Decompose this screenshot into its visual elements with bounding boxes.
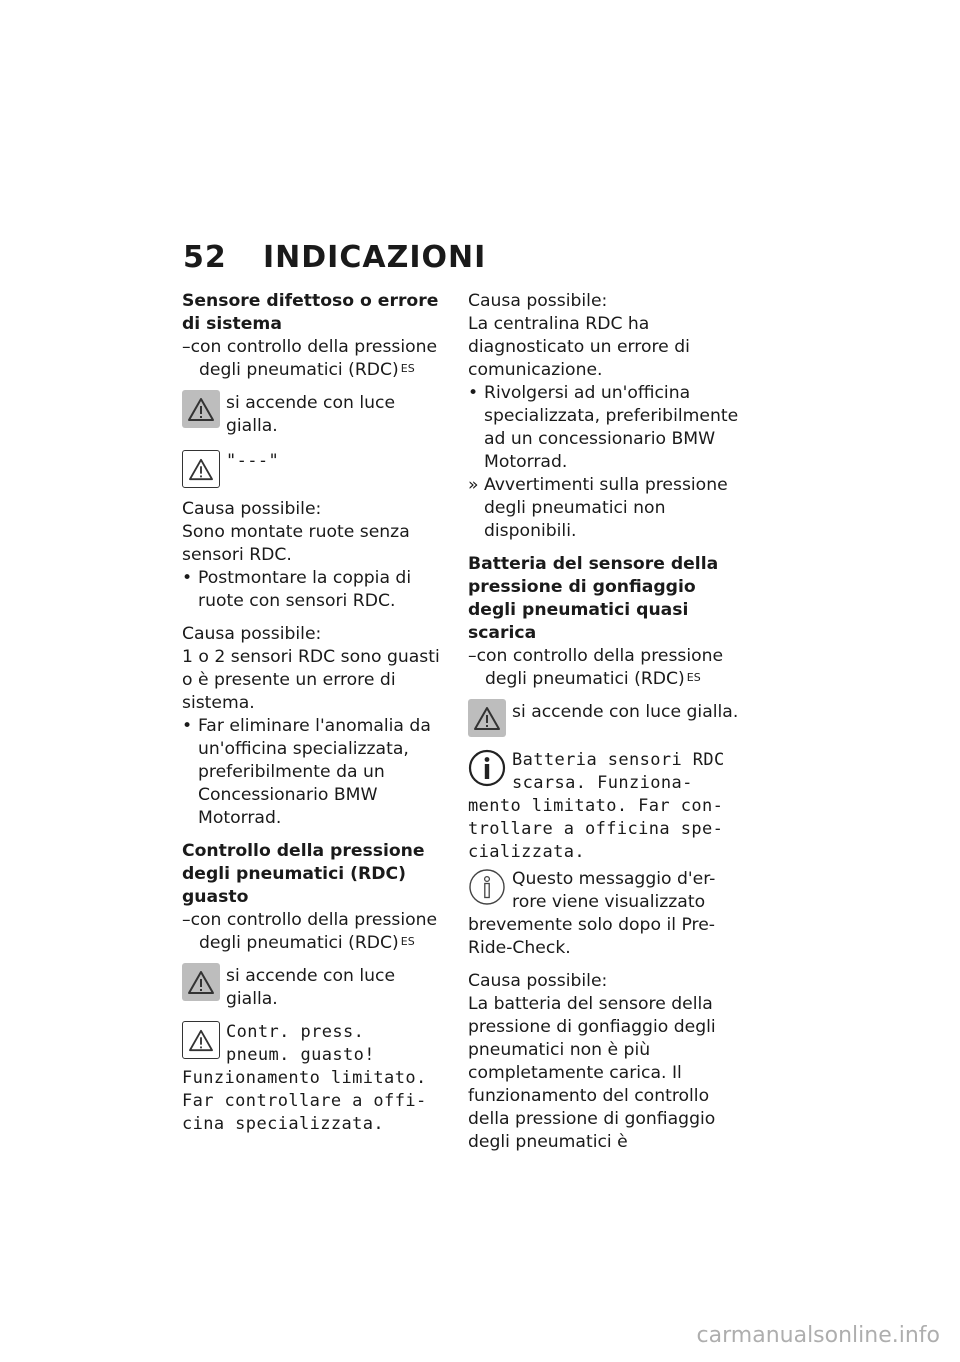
warning-triangle-filled-icon xyxy=(182,963,220,1001)
light-text: si accende con luce gialla. xyxy=(226,966,396,1009)
warning-triangle-icon xyxy=(182,1021,220,1059)
option-superscript: ES xyxy=(400,935,415,948)
cause-text: La batteria del sensore della pressione di gonfiaggio degli pneumatici non è più completamente carica. Il funzionamento del controllo della pressione di gonfiaggio degli pneumatici è xyxy=(468,994,716,1152)
right-column xyxy=(468,290,740,1154)
cause-label: Causa possibile: xyxy=(468,971,608,991)
display-row xyxy=(182,1021,452,1067)
display-message-line: mento limitato. Far con- xyxy=(468,796,724,816)
condition-line-2: degli pneumatici (RDC) $^{ES}$ xyxy=(199,933,415,953)
info-outline-icon xyxy=(468,868,506,906)
display-message-line: trollare a officina spe- xyxy=(468,819,724,839)
info-icon xyxy=(468,749,506,787)
section-title-battery-low: Batteria del sensore della pressione di gonfiaggio degli pneumatici quasi scarica xyxy=(468,554,719,643)
condition-line-2: degli pneumatici (RDC) $^{ES}$ xyxy=(485,669,701,689)
option-superscript: ES xyxy=(400,362,415,375)
display-row xyxy=(182,450,452,488)
action-bullet: • Postmontare la coppia di ruote con sensori RDC. xyxy=(182,568,412,611)
cause-text: La centralina RDC ha diagnosticato un errore di comunicazione. xyxy=(468,314,690,380)
display-message-line: Far controllare a offi- xyxy=(182,1091,427,1111)
display-message-top: Contr. press. pneum. guasto! xyxy=(226,1022,375,1065)
bullet-icon: • xyxy=(468,383,479,403)
light-text: si accende con luce gialla. xyxy=(226,393,396,436)
bullet-icon: • xyxy=(182,568,193,588)
cause-text: 1 o 2 sensori RDC sono guasti o è presente un errore di sistema. xyxy=(182,647,440,713)
option-superscript: ES xyxy=(686,671,701,684)
reference-line: » Avvertimenti sulla pressione degli pneumatici non disponibili. xyxy=(468,475,728,541)
display-message-top: Batteria sensori RDC scarsa. Funziona- xyxy=(512,750,725,793)
warning-light-row xyxy=(468,699,740,737)
reference-arrow-icon: » xyxy=(468,475,479,495)
condition-line-2: degli pneumatici (RDC) $^{ES}$ xyxy=(199,360,415,380)
cause-text: Sono montate ruote senza sensori RDC. xyxy=(182,522,410,565)
action-bullet: • Rivolgersi ad un'officina specializzata, preferibilmente ad un concessionario BMW Motorrad. xyxy=(468,383,739,472)
note-text: brevemente solo dopo il Pre-Ride-Check. xyxy=(468,915,715,958)
bullet-icon: • xyxy=(182,716,193,736)
note-text-top: Questo messaggio d'er- rore viene visualizzato xyxy=(512,869,716,912)
watermark: carmanualsonline.info xyxy=(696,1323,940,1348)
page-number: 52 xyxy=(183,240,227,275)
warning-light-row xyxy=(182,390,452,438)
warning-triangle-filled-icon xyxy=(468,699,506,737)
display-message-line: cina specializzata. xyxy=(182,1114,385,1134)
condition-line: –con controllo della pressione xyxy=(182,910,438,930)
page-title: INDICAZIONI xyxy=(263,240,487,275)
cause-label: Causa possibile: xyxy=(182,624,322,644)
page-header xyxy=(183,240,486,275)
display-message-line: cializzata. xyxy=(468,842,585,862)
left-column xyxy=(182,290,452,1136)
section-title-sensor-fault: Sensore difettoso o errore di sistema xyxy=(182,291,439,334)
condition-line: –con controllo della pressione xyxy=(182,337,438,357)
note-row xyxy=(468,868,740,914)
cause-label: Causa possibile: xyxy=(468,291,608,311)
display-message-line: Funzionamento limitato. xyxy=(182,1068,427,1088)
display-message: "---" xyxy=(226,451,280,471)
warning-triangle-filled-icon xyxy=(182,390,220,428)
light-text: si accende con luce gialla. xyxy=(512,702,739,722)
warning-triangle-icon xyxy=(182,450,220,488)
section-title-rdc-fault: Controllo della pressione degli pneumatici (RDC) guasto xyxy=(182,841,425,907)
action-bullet: • Far eliminare l'anomalia da un'officina specializzata, preferibilmente da un Concessionario BMW Motorrad. xyxy=(182,716,431,828)
display-row xyxy=(468,749,740,795)
warning-light-row xyxy=(182,963,452,1011)
cause-label: Causa possibile: xyxy=(182,499,322,519)
condition-line: –con controllo della pressione xyxy=(468,646,724,666)
